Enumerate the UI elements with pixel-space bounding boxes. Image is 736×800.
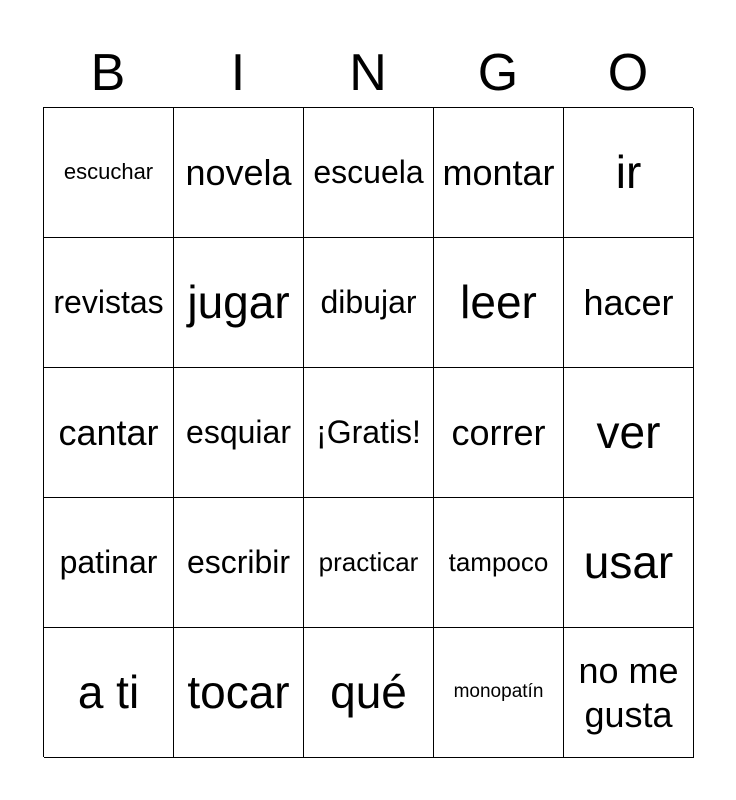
bingo-header [43,38,693,108]
bingo-cell[interactable] [564,368,694,498]
cell-text: cantar [58,411,159,453]
bingo-cell[interactable] [434,108,564,238]
bingo-cell[interactable] [44,628,174,758]
bingo-cell[interactable] [174,498,304,628]
bingo-cell[interactable] [44,108,174,238]
header-letter-g: G [477,44,519,102]
header-letter-o: O [607,44,649,102]
cell-text: ir [615,145,642,198]
cell-text: correr [451,411,546,453]
cell-text: ¡Gratis! [316,414,421,451]
cell-text: escuela [313,154,424,191]
free-space-cell[interactable] [304,368,434,498]
cell-text: monopatín [453,681,544,703]
bingo-cell[interactable] [434,368,564,498]
bingo-card [43,107,693,757]
cell-text: leer [460,275,537,328]
bingo-cell[interactable] [174,238,304,368]
cell-text: a ti [77,665,140,718]
cell-text: revistas [53,284,164,321]
header-letter-i: I [230,44,246,102]
cell-text: escribir [186,544,291,581]
bingo-cell[interactable] [304,238,434,368]
bingo-cell[interactable] [434,498,564,628]
bingo-cell[interactable] [564,498,694,628]
cell-text: novela [185,151,292,193]
bingo-cell[interactable] [44,368,174,498]
cell-text: no me gusta [578,650,679,735]
bingo-cell[interactable] [564,628,694,758]
cell-text: qué [330,665,407,718]
bingo-cell[interactable] [174,628,304,758]
cell-text: dibujar [320,284,417,321]
cell-text: practicar [318,546,419,577]
bingo-cell[interactable] [174,368,304,498]
header-letter-n: N [349,44,387,102]
bingo-cell[interactable] [44,498,174,628]
bingo-cell[interactable] [564,108,694,238]
header-letter-b: B [90,44,126,102]
bingo-cell[interactable] [304,628,434,758]
bingo-cell[interactable] [174,108,304,238]
bingo-cell[interactable] [564,238,694,368]
cell-text: montar [442,151,555,193]
cell-text: tampoco [448,546,549,577]
bingo-cell[interactable] [434,238,564,368]
bingo-cell[interactable] [304,498,434,628]
bingo-cell[interactable] [44,238,174,368]
cell-text: patinar [59,544,158,581]
cell-text: hacer [583,281,674,323]
cell-text: ver [596,405,661,458]
cell-text: usar [583,535,674,588]
cell-text: tocar [187,665,290,718]
bingo-cell[interactable] [304,108,434,238]
cell-text: escuchar [63,159,154,185]
bingo-cell[interactable] [434,628,564,758]
cell-text: jugar [187,275,290,328]
cell-text: esquiar [186,414,291,451]
